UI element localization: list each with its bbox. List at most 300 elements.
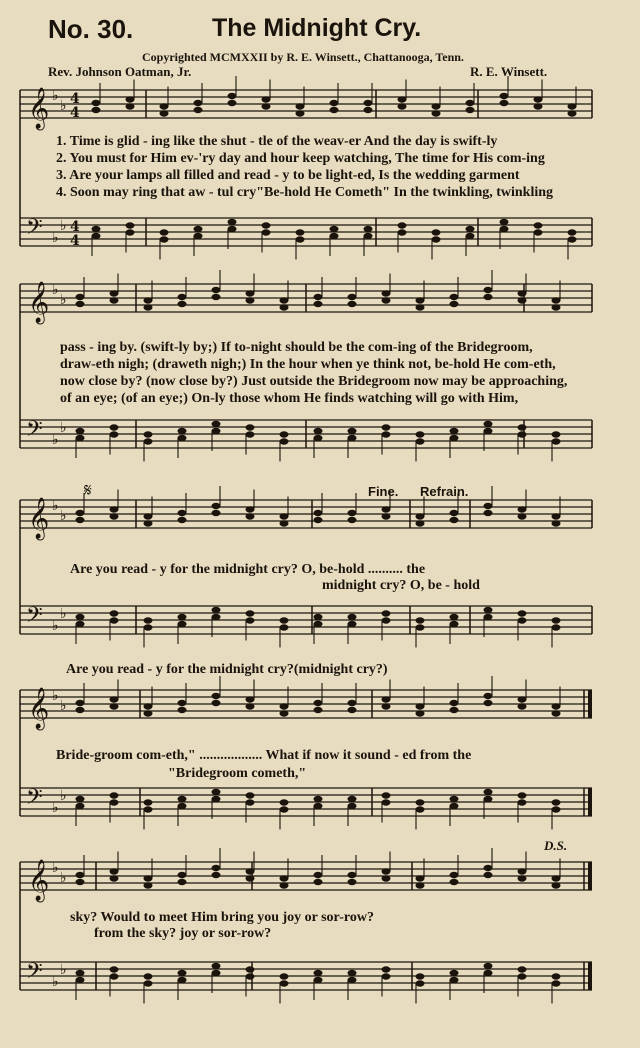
notehead <box>518 610 527 616</box>
notehead <box>450 517 459 523</box>
notehead <box>194 107 203 113</box>
flat-icon: ♭ <box>60 698 67 714</box>
notehead <box>110 799 119 805</box>
notehead <box>450 301 459 307</box>
fine-marking: Fine. <box>368 484 399 499</box>
notehead <box>110 703 119 709</box>
flat-icon: ♭ <box>52 974 59 990</box>
notehead <box>262 229 271 235</box>
notehead <box>450 796 459 802</box>
notehead <box>500 226 509 232</box>
notehead <box>160 229 169 235</box>
notehead <box>110 696 119 702</box>
notehead <box>518 696 527 702</box>
notehead <box>178 428 187 434</box>
notehead <box>552 513 561 519</box>
notehead <box>76 294 85 300</box>
notehead <box>262 103 271 109</box>
notehead <box>212 970 221 976</box>
verse-2-line-2: draw-eth nigh; (draweth nigh;) In the hour when ye think not, be-hold He com-eth, <box>60 357 556 372</box>
notehead <box>484 287 493 293</box>
notehead <box>110 431 119 437</box>
notehead <box>484 294 493 300</box>
notehead <box>466 100 475 106</box>
notehead <box>450 803 459 809</box>
notehead <box>348 294 357 300</box>
notehead <box>382 610 391 616</box>
notehead <box>228 219 237 225</box>
notehead <box>382 703 391 709</box>
notehead <box>212 693 221 699</box>
notehead <box>160 103 169 109</box>
notehead <box>212 421 221 427</box>
notehead <box>144 703 153 709</box>
refrain-lyric-2: midnight cry? O, be - hold <box>322 578 480 593</box>
notehead <box>144 875 153 881</box>
notehead <box>246 610 255 616</box>
bass-clef-icon: 𝄢 <box>26 959 43 989</box>
notehead <box>228 226 237 232</box>
notehead <box>126 103 135 109</box>
refrain-lyric-3: Bride-groom com-eth," .................. What if now it sound - ed from the <box>56 748 472 763</box>
notehead <box>262 222 271 228</box>
notehead <box>348 872 357 878</box>
notehead <box>348 977 357 983</box>
notehead <box>348 621 357 627</box>
notehead <box>280 431 289 437</box>
notehead <box>450 700 459 706</box>
notehead <box>314 700 323 706</box>
notehead <box>364 226 373 232</box>
time-signature-top: 4 <box>70 91 80 107</box>
verse-1-line-1: 1. Time is glid - ing like the shut - tle of the weav-er And the day is swift-ly <box>56 134 498 149</box>
notehead <box>76 510 85 516</box>
notehead <box>314 510 323 516</box>
notehead <box>450 294 459 300</box>
notehead <box>484 872 493 878</box>
notehead <box>76 970 85 976</box>
notehead <box>296 236 305 242</box>
notehead <box>348 970 357 976</box>
notehead <box>432 229 441 235</box>
notehead <box>484 503 493 509</box>
notehead <box>484 607 493 613</box>
notehead <box>466 233 475 239</box>
notehead <box>144 438 153 444</box>
notehead <box>144 882 153 888</box>
notehead <box>76 879 85 885</box>
notehead <box>76 700 85 706</box>
notehead <box>500 93 509 99</box>
notehead <box>484 963 493 969</box>
notehead <box>76 517 85 523</box>
flat-icon: ♭ <box>60 98 67 114</box>
notehead <box>314 707 323 713</box>
flat-icon: ♭ <box>60 218 67 234</box>
flat-icon: ♭ <box>52 498 59 514</box>
notehead <box>110 297 119 303</box>
notehead <box>212 510 221 516</box>
notehead <box>348 517 357 523</box>
notehead <box>330 107 339 113</box>
notehead <box>552 799 561 805</box>
notehead <box>144 520 153 526</box>
notehead <box>450 977 459 983</box>
notehead <box>246 875 255 881</box>
notehead <box>534 96 543 102</box>
notehead <box>382 513 391 519</box>
notehead <box>416 882 425 888</box>
notehead <box>450 707 459 713</box>
notehead <box>314 435 323 441</box>
notehead <box>76 796 85 802</box>
flat-icon: ♭ <box>52 618 59 634</box>
notehead <box>126 96 135 102</box>
notehead <box>178 294 187 300</box>
notehead <box>76 428 85 434</box>
notehead <box>144 304 153 310</box>
notehead <box>246 973 255 979</box>
notehead <box>212 963 221 969</box>
notehead <box>212 294 221 300</box>
notehead <box>518 973 527 979</box>
notehead <box>144 799 153 805</box>
segno-icon: 𝄋 <box>84 480 92 501</box>
notehead <box>518 966 527 972</box>
notehead <box>314 872 323 878</box>
notehead <box>518 506 527 512</box>
notehead <box>552 980 561 986</box>
notehead <box>552 304 561 310</box>
notehead <box>178 435 187 441</box>
composer-credit: R. E. Winsett. <box>470 64 548 79</box>
notehead <box>76 707 85 713</box>
flat-icon: ♭ <box>52 860 59 876</box>
notehead <box>416 438 425 444</box>
notehead <box>178 707 187 713</box>
notehead <box>126 229 135 235</box>
notehead <box>280 710 289 716</box>
notehead <box>76 621 85 627</box>
notehead <box>484 700 493 706</box>
notehead <box>518 424 527 430</box>
notehead <box>552 297 561 303</box>
notehead <box>518 297 527 303</box>
treble-clef-icon: 𝄞 <box>28 860 50 901</box>
flat-icon: ♭ <box>60 788 67 804</box>
notehead <box>194 226 203 232</box>
notehead <box>110 506 119 512</box>
notehead <box>314 879 323 885</box>
flat-icon: ♭ <box>60 870 67 886</box>
notehead <box>432 236 441 242</box>
notehead <box>568 103 577 109</box>
notehead <box>110 792 119 798</box>
notehead <box>534 103 543 109</box>
notehead <box>484 510 493 516</box>
notehead <box>76 301 85 307</box>
flat-icon: ♭ <box>52 688 59 704</box>
notehead <box>416 617 425 623</box>
notehead <box>416 973 425 979</box>
treble-clef-icon: 𝄞 <box>28 498 50 539</box>
notehead <box>246 513 255 519</box>
notehead <box>552 431 561 437</box>
notehead <box>178 614 187 620</box>
notehead <box>178 796 187 802</box>
notehead <box>76 614 85 620</box>
notehead <box>518 875 527 881</box>
notehead <box>432 110 441 116</box>
notehead <box>416 875 425 881</box>
notehead <box>246 966 255 972</box>
refrain-lyric-5: sky? Would to meet Him bring you joy or sor-row? <box>70 910 374 925</box>
notehead <box>212 287 221 293</box>
notehead <box>76 435 85 441</box>
verse-3-line-1: 3. Are your lamps all filled and read - y to be light-ed, Is the wedding garment <box>56 168 520 183</box>
flat-icon: ♭ <box>60 292 67 308</box>
notehead <box>144 806 153 812</box>
notehead <box>246 290 255 296</box>
notehead <box>314 301 323 307</box>
notehead <box>212 865 221 871</box>
notehead <box>314 803 323 809</box>
notehead <box>160 110 169 116</box>
flat-icon: ♭ <box>52 88 59 104</box>
notehead <box>416 304 425 310</box>
notehead <box>92 233 101 239</box>
verse-4-line-2: of an eye; (of an eye;) On-ly those whom He finds watching will go with Him, <box>60 391 519 406</box>
notehead <box>432 103 441 109</box>
copyright-line: Copyrighted MCMXXII by R. E. Winsett., Chattanooga, Tenn. <box>142 50 464 64</box>
treble-clef-icon: 𝄞 <box>28 88 50 129</box>
notehead <box>110 617 119 623</box>
notehead <box>246 424 255 430</box>
bass-clef-icon: 𝄢 <box>26 215 43 245</box>
flat-icon: ♭ <box>60 420 67 436</box>
notehead <box>568 110 577 116</box>
notehead <box>212 614 221 620</box>
notehead <box>212 796 221 802</box>
time-signature-top: 4 <box>70 219 80 235</box>
notehead <box>280 520 289 526</box>
notehead <box>144 624 153 630</box>
notehead <box>246 696 255 702</box>
notehead <box>314 970 323 976</box>
flat-icon: ♭ <box>52 282 59 298</box>
notehead <box>348 796 357 802</box>
notehead <box>178 970 187 976</box>
notehead <box>398 103 407 109</box>
notehead <box>110 290 119 296</box>
notehead <box>178 517 187 523</box>
notehead <box>160 236 169 242</box>
notehead <box>178 700 187 706</box>
treble-clef-icon: 𝄞 <box>28 282 50 323</box>
notehead <box>416 520 425 526</box>
notehead <box>246 792 255 798</box>
notehead <box>534 229 543 235</box>
refrain-lyric-1: Are you read - y for the midnight cry? O, be-hold .......... the <box>70 562 426 577</box>
notehead <box>262 96 271 102</box>
notehead <box>348 510 357 516</box>
notehead <box>228 100 237 106</box>
notehead <box>280 513 289 519</box>
notehead <box>450 614 459 620</box>
ds-marking: D.S. <box>544 838 568 853</box>
notehead <box>144 710 153 716</box>
notehead <box>110 875 119 881</box>
notehead <box>382 875 391 881</box>
verse-4-line-1: 4. Soon may ring that aw - tul cry"Be-hold He Cometh" In the twinkling, twinkling <box>56 185 554 200</box>
notehead <box>348 435 357 441</box>
notehead <box>518 617 527 623</box>
time-signature-bottom: 4 <box>70 233 80 249</box>
notehead <box>348 879 357 885</box>
notehead <box>552 617 561 623</box>
notehead <box>126 222 135 228</box>
notehead <box>364 100 373 106</box>
notehead <box>296 229 305 235</box>
flat-icon: ♭ <box>60 508 67 524</box>
notehead <box>450 970 459 976</box>
notehead <box>518 868 527 874</box>
notehead <box>568 236 577 242</box>
notehead <box>348 428 357 434</box>
notehead <box>178 872 187 878</box>
notehead <box>364 107 373 113</box>
notehead <box>110 966 119 972</box>
notehead <box>330 100 339 106</box>
refrain-lyric-4: "Bridegroom cometh," <box>168 766 307 781</box>
notehead <box>212 607 221 613</box>
notehead <box>280 799 289 805</box>
time-signature-bottom: 4 <box>70 105 80 121</box>
notehead <box>518 792 527 798</box>
notehead <box>296 110 305 116</box>
notehead <box>314 294 323 300</box>
notehead <box>178 301 187 307</box>
hymn-number: No. 30. <box>48 14 134 44</box>
notehead <box>518 513 527 519</box>
notehead <box>314 428 323 434</box>
verse-1-line-2: pass - ing by. (swift-ly by;) If to-night should be the com-ing of the Bridegroom, <box>60 340 533 355</box>
notehead <box>450 428 459 434</box>
refrain-lyric-6: from the sky? joy or sor-row? <box>94 926 272 941</box>
notehead <box>348 707 357 713</box>
notehead <box>280 882 289 888</box>
notehead <box>398 222 407 228</box>
notehead <box>296 103 305 109</box>
notehead <box>178 803 187 809</box>
notehead <box>484 428 493 434</box>
notehead <box>416 710 425 716</box>
notehead <box>246 506 255 512</box>
notehead <box>382 696 391 702</box>
notehead <box>144 617 153 623</box>
notehead <box>110 513 119 519</box>
notehead <box>450 879 459 885</box>
notehead <box>178 621 187 627</box>
notehead <box>450 510 459 516</box>
notehead <box>364 233 373 239</box>
notehead <box>382 966 391 972</box>
notehead <box>92 100 101 106</box>
notehead <box>382 431 391 437</box>
notehead <box>144 431 153 437</box>
notehead <box>280 703 289 709</box>
notehead <box>212 428 221 434</box>
notehead <box>450 872 459 878</box>
notehead <box>466 107 475 113</box>
notehead <box>518 799 527 805</box>
notehead <box>110 868 119 874</box>
notehead <box>416 703 425 709</box>
notehead <box>246 868 255 874</box>
notehead <box>178 879 187 885</box>
notehead <box>382 973 391 979</box>
notehead <box>500 219 509 225</box>
notehead <box>194 233 203 239</box>
notehead <box>466 226 475 232</box>
refrain-bass-lyric: Are you read - y for the midnight cry?(midnight cry?) <box>66 662 388 677</box>
notehead <box>144 973 153 979</box>
notehead <box>382 799 391 805</box>
notehead <box>110 973 119 979</box>
notehead <box>246 703 255 709</box>
notehead <box>552 520 561 526</box>
notehead <box>314 977 323 983</box>
notehead <box>552 624 561 630</box>
notehead <box>314 517 323 523</box>
notehead <box>280 624 289 630</box>
notehead <box>178 510 187 516</box>
notehead <box>246 617 255 623</box>
notehead <box>212 789 221 795</box>
notehead <box>144 980 153 986</box>
notehead <box>484 614 493 620</box>
notehead <box>280 980 289 986</box>
notehead <box>518 431 527 437</box>
bass-clef-icon: 𝄢 <box>26 603 43 633</box>
notehead <box>552 438 561 444</box>
notehead <box>552 703 561 709</box>
notehead <box>76 803 85 809</box>
flat-icon: ♭ <box>52 230 59 246</box>
notehead <box>280 304 289 310</box>
notehead <box>416 799 425 805</box>
notehead <box>212 872 221 878</box>
notehead <box>110 424 119 430</box>
notehead <box>144 513 153 519</box>
notehead <box>110 610 119 616</box>
notehead <box>382 617 391 623</box>
notehead <box>552 973 561 979</box>
lyricist-credit: Rev. Johnson Oatman, Jr. <box>48 64 192 79</box>
notehead <box>518 290 527 296</box>
notehead <box>144 297 153 303</box>
notehead <box>92 107 101 113</box>
flat-icon: ♭ <box>60 606 67 622</box>
notehead <box>348 301 357 307</box>
notehead <box>280 617 289 623</box>
notehead <box>534 222 543 228</box>
notehead <box>416 513 425 519</box>
notehead <box>484 693 493 699</box>
notehead <box>92 226 101 232</box>
notehead <box>382 290 391 296</box>
notehead <box>382 792 391 798</box>
